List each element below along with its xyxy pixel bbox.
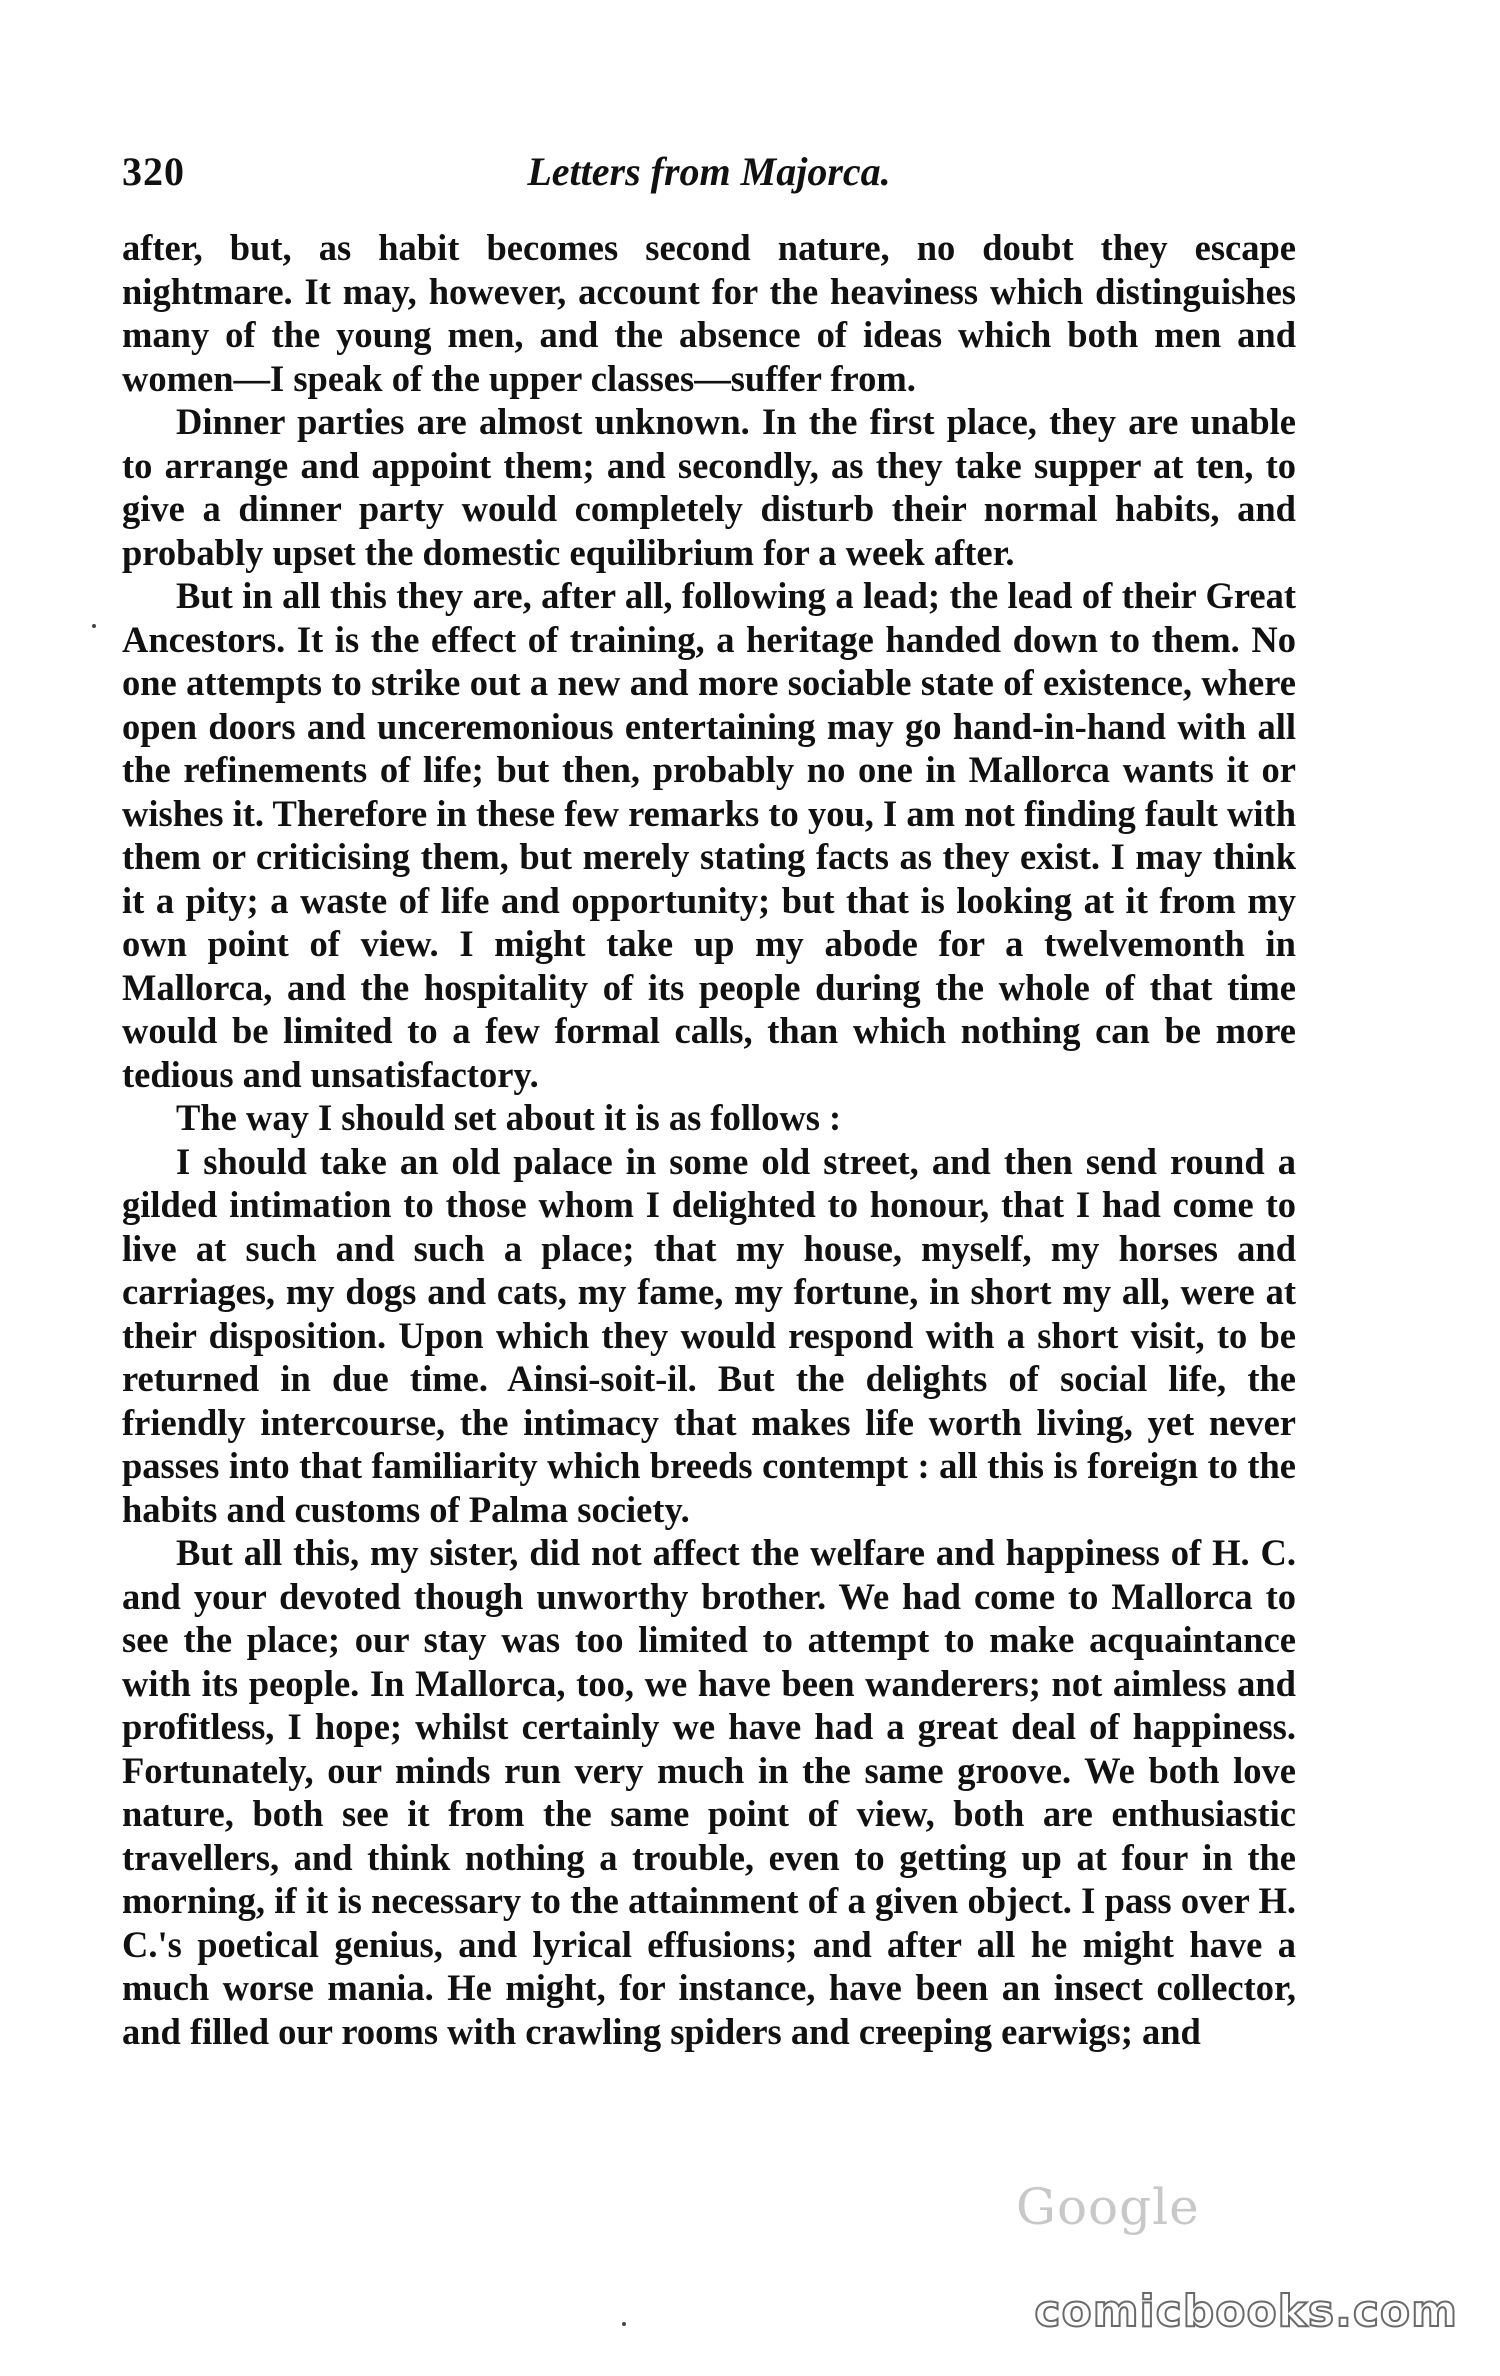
margin-mark: [92, 624, 96, 628]
paragraph-continuation: after, but, as habit becomes second nature, no doubt they escape nightmare. It may, however, account for the heaviness which distinguishes many of the young men, and the absence of ideas which both men and women—I speak of the upper classes—suffer from.: [122, 227, 1296, 399]
google-watermark: Google: [1016, 2178, 1200, 2236]
paragraph-dinner-parties: Dinner parties are almost unknown. In the first place, they are unable to arrange and appoint them; and secondly, as they take supper at ten, to give a dinner party would completely disturb their normal habits, and probably upset the domestic equilibrium for a week after.: [122, 401, 1296, 573]
running-title: Letters from Majorca.: [527, 149, 891, 194]
paragraph-the-way: The way I should set about it is as follows :: [176, 1097, 842, 1138]
body-text: [122, 226, 1296, 2053]
page-number: 320: [122, 149, 185, 194]
margin-mark: [622, 2322, 626, 2326]
page-header: [122, 148, 1296, 204]
site-watermark: comicbooks.com: [1034, 2286, 1458, 2337]
paragraph-old-palace: I should take an old palace in some old street, and then send round a gilded intimation to those whom I delighted to honour, that I had come to live at such and such a place; that my house, myself, my horses and carriages, my dogs and cats, my fame, my fortune, in short my all, were at their disposition. Upon which they would respond with a short visit, to be returned in due time. Ainsi-soit-il. But the delights of social life, the friendly intercourse, the intimacy that makes life worth living, yet never passes into that familiarity which breeds contempt : all this is foreign to the habits and customs of Palma society.: [122, 1140, 1296, 1530]
paragraph-my-sister: But all this, my sister, did not affect the welfare and happiness of H. C. and your devoted though unworthy brother. We had come to Mallorca to see the place; our stay was too limited to attempt to make acquaintance with its people. In Mallorca, too, we have been wanderers; not aimless and profitless, I hope; whilst certainly we have had a great deal of happiness. Fortunately, our minds run very much in the same groove. We both love nature, both see it from the same point of view, both are enthusiastic travellers, and think nothing a trouble, even to getting up at four in the morning, if it is necessary to the attainment of a given object. I pass over H. C.'s poetical genius, and lyrical effusions; and after all he might have a much worse mania. He might, for instance, have been an insect collector, and filled our rooms with crawling spiders and creeping earwigs; and: [122, 1532, 1296, 2052]
paragraph-great-ancestors: But in all this they are, after all, following a lead; the lead of their Great Ancestors. It is the effect of training, a heritage handed down to them. No one attempts to strike out a new and more sociable state of existence, where open doors and unceremonious entertaining may go hand-in-hand with all the refinements of life; but then, probably no one in Mallorca wants it or wishes it. Therefore in these few remarks to you, I am not finding fault with them or criticising them, but merely stating facts as they exist. I may think it a pity; a waste of life and opportunity; but that is looking at it from my own point of view. I might take up my abode for a twelvemonth in Mallorca, and the hospitality of its people during the whole of that time would be limited to a few formal calls, than which nothing can be more tedious and unsatisfactory.: [122, 575, 1296, 1095]
